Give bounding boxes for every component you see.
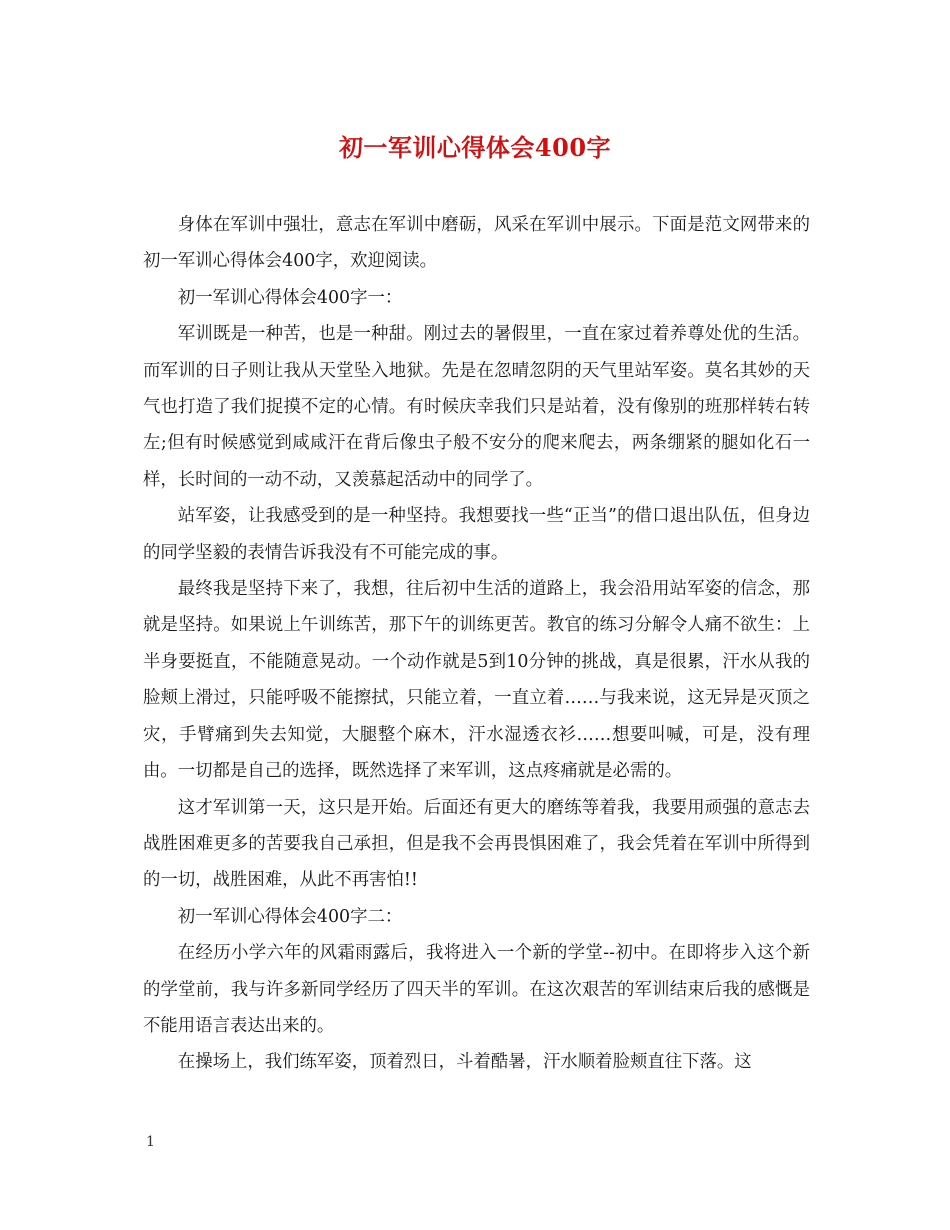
paragraph: 这才军训第一天，这只是开始。后面还有更大的磨练等着我，我要用顽强的意志去战胜困难更多的苦要我自己承担，但是我不会再畏惧困难了，我会凭着在军训中所得到的一切，战胜困难，从此不再害怕!! <box>143 797 810 891</box>
paragraph: 军训既是一种苦，也是一种甜。刚过去的暑假里，一直在家过着养尊处优的生活。而军训的日子则让我从天堂坠入地狱。先是在忽晴忽阴的天气里站军姿。莫名其妙的天气也打造了我们捉摸不定的心情。有时候庆幸我们只是站着，没有像别的班那样转右转左;但有时候感觉到咸咸汗在背后像虫子般不安分的爬来爬去，两条绷紧的腿如化石一样，长时间的一动不动，又羡慕起活动中的同学了。 <box>143 324 810 490</box>
paragraph: 站军姿，让我感受到的是一种坚持。我想要找一些“正当”的借口退出队伍，但身边的同学坚毅的表情告诉我没有不可能完成的事。 <box>143 506 810 563</box>
section-heading: 初一军训心得体会400字二： <box>177 906 403 927</box>
paragraph: 最终我是坚持下来了，我想，往后初中生活的道路上，我会沿用站军姿的信念，那就是坚持。如果说上午训练苦，那下午的训练更苦。教官的练习分解令人痛不欲生：上半身要挺直，不能随意晃动。一个动作就是5到10分钟的挑战，真是很累，汗水从我的脸颊上滑过，只能呼吸不能擦拭，只能立着，一直立着……与我来说，这无异是灭顶之灾，手臂痛到失去知觉，大腿整个麻木，汗水湿透衣衫……想要叫喊，可是，没有理由。一切都是自己的选择，既然选择了来军训，这点疼痛就是必需的。 <box>143 579 810 782</box>
paragraph: 身体在军训中强壮，意志在军训中磨砺，风采在军训中展示。下面是范文网带来的初一军训心得体会400字，欢迎阅读。 <box>143 215 810 272</box>
section-heading: 初一军训心得体会400字一： <box>177 287 403 308</box>
paragraph: 在操场上，我们练军姿，顶着烈日，斗着酷暑，汗水顺着脸颊直往下落。这 <box>177 1052 752 1073</box>
document-body <box>143 207 810 1081</box>
paragraph: 在经历小学六年的风霜雨露后，我将进入一个新的学堂--初中。在即将步入这个新的学堂前，我与许多新同学经历了四天半的军训。在这次艰苦的军训结束后我的感慨是不能用语言表达出来的。 <box>143 943 810 1036</box>
page-number: 1 <box>146 1134 155 1150</box>
document-title: 初一军训心得体会400字 <box>338 133 612 162</box>
